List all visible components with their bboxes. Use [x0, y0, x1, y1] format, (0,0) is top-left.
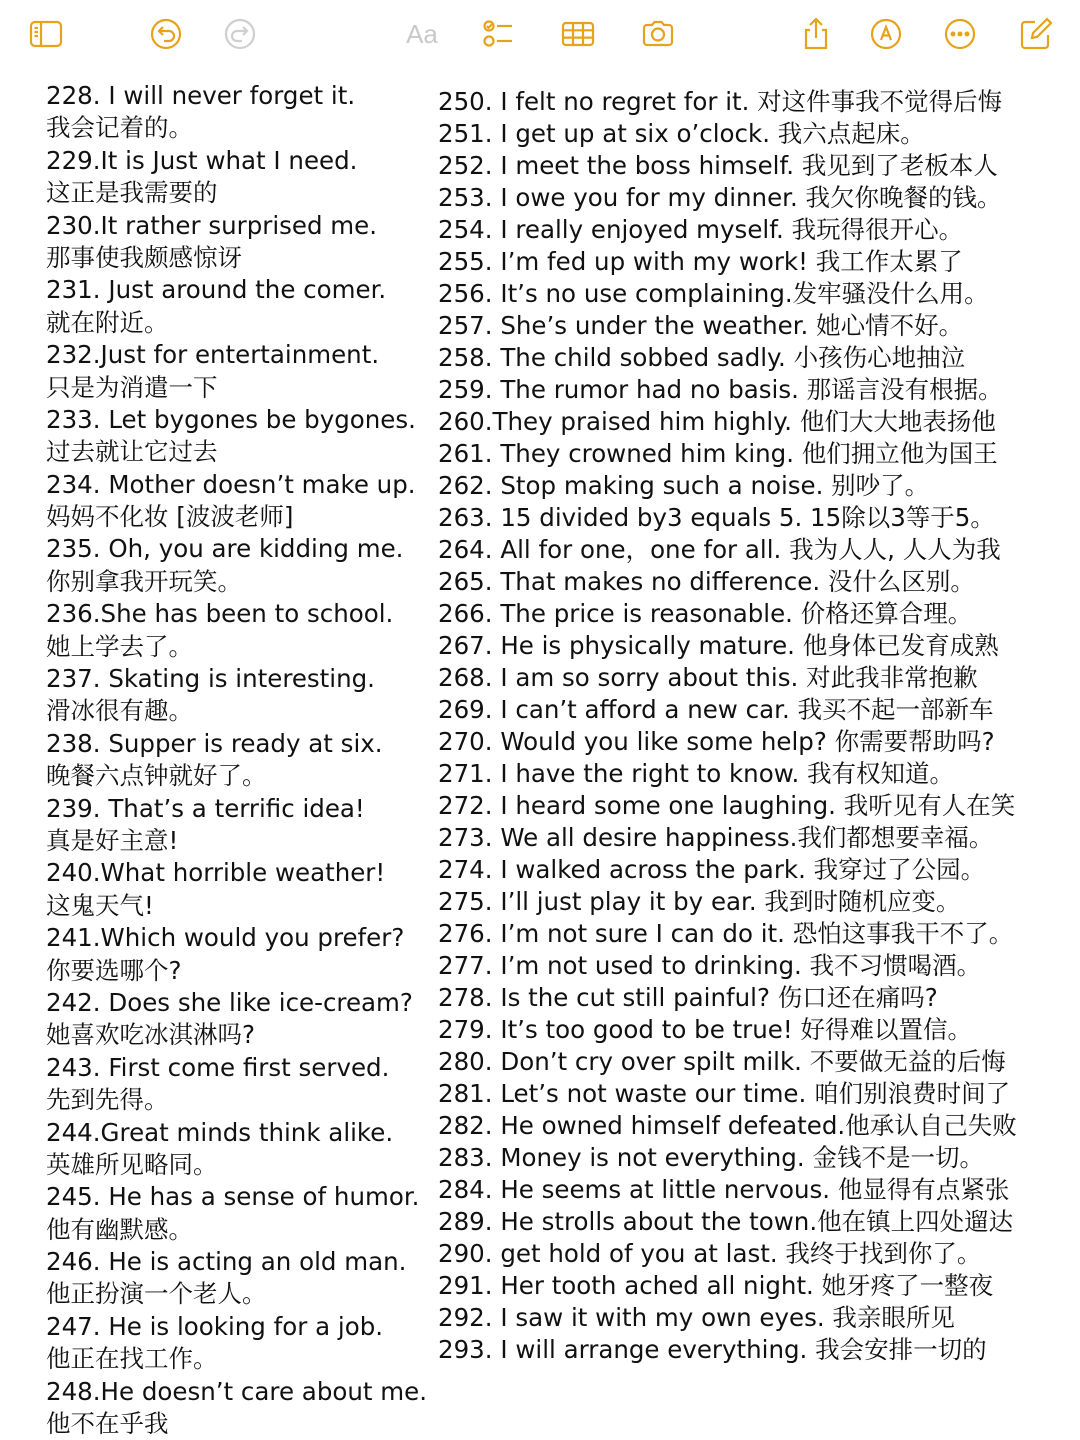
- note-line: 过去就让它过去: [46, 437, 218, 467]
- note-line: 259. The rumor had no basis. 那谣言没有根据。: [438, 375, 1003, 404]
- note-line: 246. He is acting an old man.: [46, 1247, 407, 1277]
- note-line: 293. I will arrange everything. 我会安排一切的: [438, 1335, 987, 1364]
- note-line: 235. Oh, you are kidding me.: [46, 534, 404, 564]
- note-line: 你别拿我开玩笑。: [46, 566, 242, 596]
- note-line: 264. All for one，one for all. 我为人人, 人人为我: [438, 535, 1001, 564]
- note-line: 英雄所见略同。: [46, 1149, 218, 1179]
- note-line: 250. I felt no regret for it. 对这件事我不觉得后悔: [438, 87, 1003, 116]
- note-line: 265. That makes no difference. 没什么区别。: [438, 567, 975, 596]
- note-line: 就在附近。: [46, 307, 169, 337]
- note-line: 283. Money is not everything. 金钱不是一切。: [438, 1143, 984, 1172]
- note-line: 232.Just for entertainment.: [46, 340, 380, 370]
- note-line: 272. I heard some one laughing. 我听见有人在笑: [438, 791, 1016, 820]
- note-line: 234. Mother doesn’t make up.: [46, 469, 416, 499]
- note-line: 267. He is physically mature. 他身体已发育成熟: [438, 631, 999, 660]
- note-line: 269. I can’t afford a new car. 我买不起一部新车: [438, 695, 994, 724]
- note-line: 他正扮演一个老人。: [46, 1279, 267, 1309]
- note-line: 她上学去了。: [46, 631, 193, 661]
- note-line: 你要选哪个?: [46, 955, 182, 985]
- note-line: 他有幽默感。: [46, 1214, 193, 1244]
- note-line: 245. He has a sense of humor.: [46, 1182, 420, 1212]
- note-line: 滑冰很有趣。: [46, 696, 193, 726]
- note-line: 241.Which would you prefer?: [46, 923, 405, 953]
- note-line: 291. Her tooth ached all night. 她牙疼了一整夜: [438, 1271, 994, 1300]
- note-line: 279. It’s too good to be true! 好得难以置信。: [438, 1015, 972, 1044]
- note-line: 晚餐六点钟就好了。: [46, 761, 267, 791]
- note-line: 这正是我需要的: [46, 178, 218, 208]
- note-line: 真是好主意!: [46, 825, 179, 855]
- note-line: 276. I’m not sure I can do it. 恐怕这事我干不了。: [438, 919, 1014, 948]
- note-line: 她喜欢吃冰淇淋吗?: [46, 1020, 256, 1050]
- note-line: 261. They crowned him king. 他们拥立他为国王: [438, 439, 998, 468]
- note-line: 278. Is the cut still painful? 伤口还在痛吗?: [438, 983, 938, 1012]
- note-line: 237. Skating is interesting.: [46, 664, 375, 694]
- note-line: 只是为消遣一下: [46, 372, 218, 402]
- note-line: 292. I saw it with my own eyes. 我亲眼所见: [438, 1303, 955, 1332]
- note-line: 262. Stop making such a noise. 别吵了。: [438, 471, 930, 500]
- note-line: 289. He strolls about the town.他在镇上四处遛达: [438, 1207, 1014, 1236]
- note-line: 228. I will never forget it.: [46, 81, 356, 110]
- note-line: 266. The price is reasonable. 价格还算合理。: [438, 599, 973, 628]
- note-line: 231. Just around the comer.: [46, 275, 387, 305]
- note-line: 244.Great minds think alike.: [46, 1117, 394, 1147]
- note-line: 243. First come first served.: [46, 1052, 390, 1082]
- note-line: 257. She’s under the weather. 她心情不好。: [438, 311, 964, 340]
- note-line: 那事使我颇感惊讶: [46, 242, 242, 272]
- note-line: 274. I walked across the park. 我穿过了公园。: [438, 855, 986, 884]
- right-column: [438, 86, 1078, 1366]
- note-line: 263. 15 divided by3 equals 5. 15除以3等于5。: [438, 503, 995, 532]
- note-line: 236.She has been to school.: [46, 599, 394, 629]
- note-line: 280. Don’t cry over spilt milk. 不要做无益的后悔: [438, 1047, 1006, 1076]
- note-line: 我会记着的。: [46, 113, 193, 143]
- note-line: 他正在找工作。: [46, 1344, 218, 1374]
- note-line: 247. He is looking for a job.: [46, 1311, 384, 1341]
- note-line: 240.What horrible weather!: [46, 858, 386, 888]
- note-line: 254. I really enjoyed myself. 我玩得很开心。: [438, 215, 964, 244]
- note-line: 277. I’m not used to drinking. 我不习惯喝酒。: [438, 951, 982, 980]
- note-line: 229.It is Just what I need.: [46, 145, 358, 175]
- note-line: 这鬼天气!: [46, 890, 154, 920]
- note-line: 273. We all desire happiness.我们都想要幸福。: [438, 823, 994, 852]
- note-line: 253. I owe you for my dinner. 我欠你晚餐的钱。: [438, 183, 1002, 212]
- note-line: 271. I have the right to know. 我有权知道。: [438, 759, 955, 788]
- note-line: 248.He doesn’t care about me.: [46, 1376, 428, 1406]
- left-column: [46, 80, 436, 1440]
- note-line: 妈妈不化妆 [波波老师]: [46, 502, 294, 532]
- note-line: 230.It rather surprised me.: [46, 210, 378, 240]
- note-line: 242. Does she like ice-cream?: [46, 987, 413, 1017]
- note-line: 282. He owned himself defeated.他承认自己失败: [438, 1111, 1017, 1140]
- note-line: 256. It’s no use complaining.发牢骚没什么用。: [438, 279, 989, 308]
- note-line: 258. The child sobbed sadly. 小孩伤心地抽泣: [438, 343, 966, 372]
- note-line: 239. That’s a terrific idea!: [46, 793, 365, 823]
- note-line: 先到先得。: [46, 1085, 169, 1115]
- note-line: 275. I’ll just play it by ear. 我到时随机应变。: [438, 887, 961, 916]
- note-line: 281. Let’s not waste our time. 咱们别浪费时间了: [438, 1079, 1011, 1108]
- note-line: 270. Would you like some help? 你需要帮助吗?: [438, 727, 995, 756]
- note-line: 268. I am so sorry about this. 对此我非常抱歉: [438, 663, 978, 692]
- note-line: 238. Supper is ready at six.: [46, 728, 383, 758]
- note-line: 233. Let bygones be bygones.: [46, 404, 416, 434]
- note-line: 252. I meet the boss himself. 我见到了老板本人: [438, 151, 998, 180]
- note-line: 260.They praised him highly. 他们大大地表扬他: [438, 407, 996, 436]
- note-line: 他不在乎我: [46, 1409, 169, 1439]
- format-button[interactable]: Aa: [406, 18, 438, 49]
- note-line: 290. get hold of you at last. 我终于找到你了。: [438, 1239, 982, 1268]
- note-line: 284. He seems at little nervous. 他显得有点紧张: [438, 1175, 1010, 1204]
- note-line: 251. I get up at six o’clock. 我六点起床。: [438, 119, 925, 148]
- note-line: 255. I’m fed up with my work! 我工作太累了: [438, 247, 963, 276]
